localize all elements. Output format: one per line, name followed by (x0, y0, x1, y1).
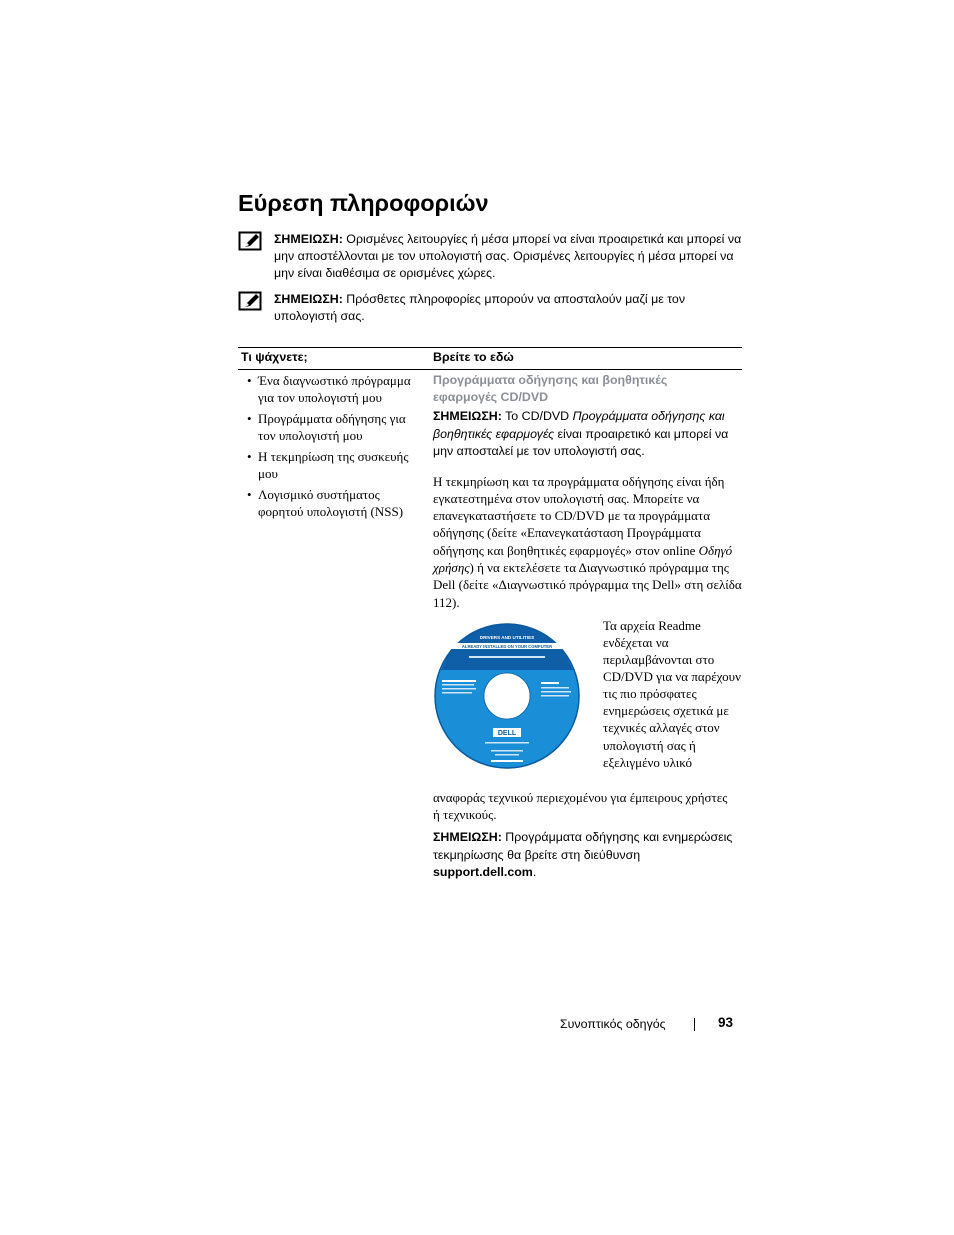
cd-optional-note: ΣΗΜΕΙΩΣΗ: Το CD/DVD Προγράμματα οδήγησης και βοηθητικές εφαρμογές είναι προαιρετικό και μπορεί να μην αποσταλεί με τον υπολογιστή σας. (433, 409, 729, 458)
cd-band-title: DRIVERS AND UTILITIES (479, 634, 535, 640)
list-item: • Η τεκμηρίωση της συσκευής μου (247, 449, 409, 481)
note-label: ΣΗΜΕΙΩΣΗ: (274, 292, 343, 306)
table-top-rule (238, 347, 742, 348)
cd-band-subtitle: ALREADY INSTALLED ON YOUR COMPUTER (461, 643, 553, 649)
section-heading: Προγράμματα οδήγησης και βοηθητικές εφαρμογές CD/DVD (433, 373, 668, 404)
note-body: Ορισμένες λειτουργίες ή μέσα μπορεί να είναι προαιρετικά και μπορεί να μην αποστέλλονται με τον υπολογιστή σας. Ορισμένες λειτουργίες ή μέσα μπορεί να μην είναι διαθέσιμα σε ορισμένες χώρες. (274, 232, 742, 280)
list-item: • Ένα διαγνωστικό πρόγραμμα για τον υπολογιστή μου (247, 373, 411, 405)
note-label: ΣΗΜΕΙΩΣΗ: (433, 830, 502, 845)
note-body: Πρόσθετες πληροφορίες μπορούν να αποσταλούν μαζί με τον υπολογιστή σας. (274, 292, 686, 323)
support-note: ΣΗΜΕΙΩΣΗ: Προγράμματα οδήγησης και ενημερώσεις τεκμηρίωσης θα βρείτε στη διεύθυνση support.dell.com. (433, 830, 733, 880)
support-link[interactable]: support.dell.com (433, 865, 533, 880)
column-header-where: Βρείτε το εδώ (433, 350, 514, 364)
column-header-what: Τι ψάχνετε; (241, 350, 308, 364)
note-label: ΣΗΜΕΙΩΣΗ: (433, 409, 502, 423)
drivers-cd-image (433, 620, 581, 772)
note-pencil-icon (238, 291, 262, 311)
documentation-paragraph: Η τεκμηρίωση και τα προγράμματα οδήγησης είναι ήδη εγκατεστημένα στον υπολογιστή σας. Μπορείτε να επανεγκαταστήσετε το CD/DVD με τα προγράμματα οδήγησης (δείτε «Επανεγκατάσταση Προγράμματα οδήγησης και βοηθητικές εφαρμογές» στον online Οδηγό χρήσης) ή να εκτελέσετε τα Διαγνωστικό πρόγραμμα της Dell (δείτε «Διαγνωστικό πρόγραμμα της Dell» στη σελίδα 112). (433, 473, 742, 610)
readme-paragraph-side: Τα αρχεία Readme ενδέχεται να περιλαμβάνονται στο CD/DVD για να παρέχουν τις πιο πρόσφατες ενημερώσεις σχετικά με τεχνικές αλλαγές στον υπολογιστή σας ή εξελιγμένο υλικό (603, 617, 741, 770)
note-pencil-icon (238, 231, 262, 251)
footer-title: Συνοπτικός οδηγός (560, 1017, 666, 1031)
note-2-text (274, 291, 744, 325)
readme-paragraph-rest: αναφοράς τεχνικού περιεχομένου για έμπειρους χρήστες ή τεχνικούς. (433, 789, 728, 823)
cd-block (433, 617, 743, 789)
table-header-rule (238, 369, 742, 370)
where-column (433, 372, 743, 882)
page-number: 93 (718, 1015, 734, 1030)
list-item: • Προγράμματα οδήγησης για τον υπολογιστή μου (247, 411, 406, 443)
page-title: Εύρεση πληροφοριών (238, 190, 489, 216)
list-item: • Λογισμικό συστήματος φορητού υπολογιστή (NSS) (247, 487, 404, 519)
cd-brand-logo: DELL (497, 729, 517, 737)
footer-separator (694, 1018, 695, 1031)
note-label: ΣΗΜΕΙΩΣΗ: (274, 232, 343, 246)
needs-list (238, 372, 423, 524)
note-1-text (274, 231, 744, 282)
